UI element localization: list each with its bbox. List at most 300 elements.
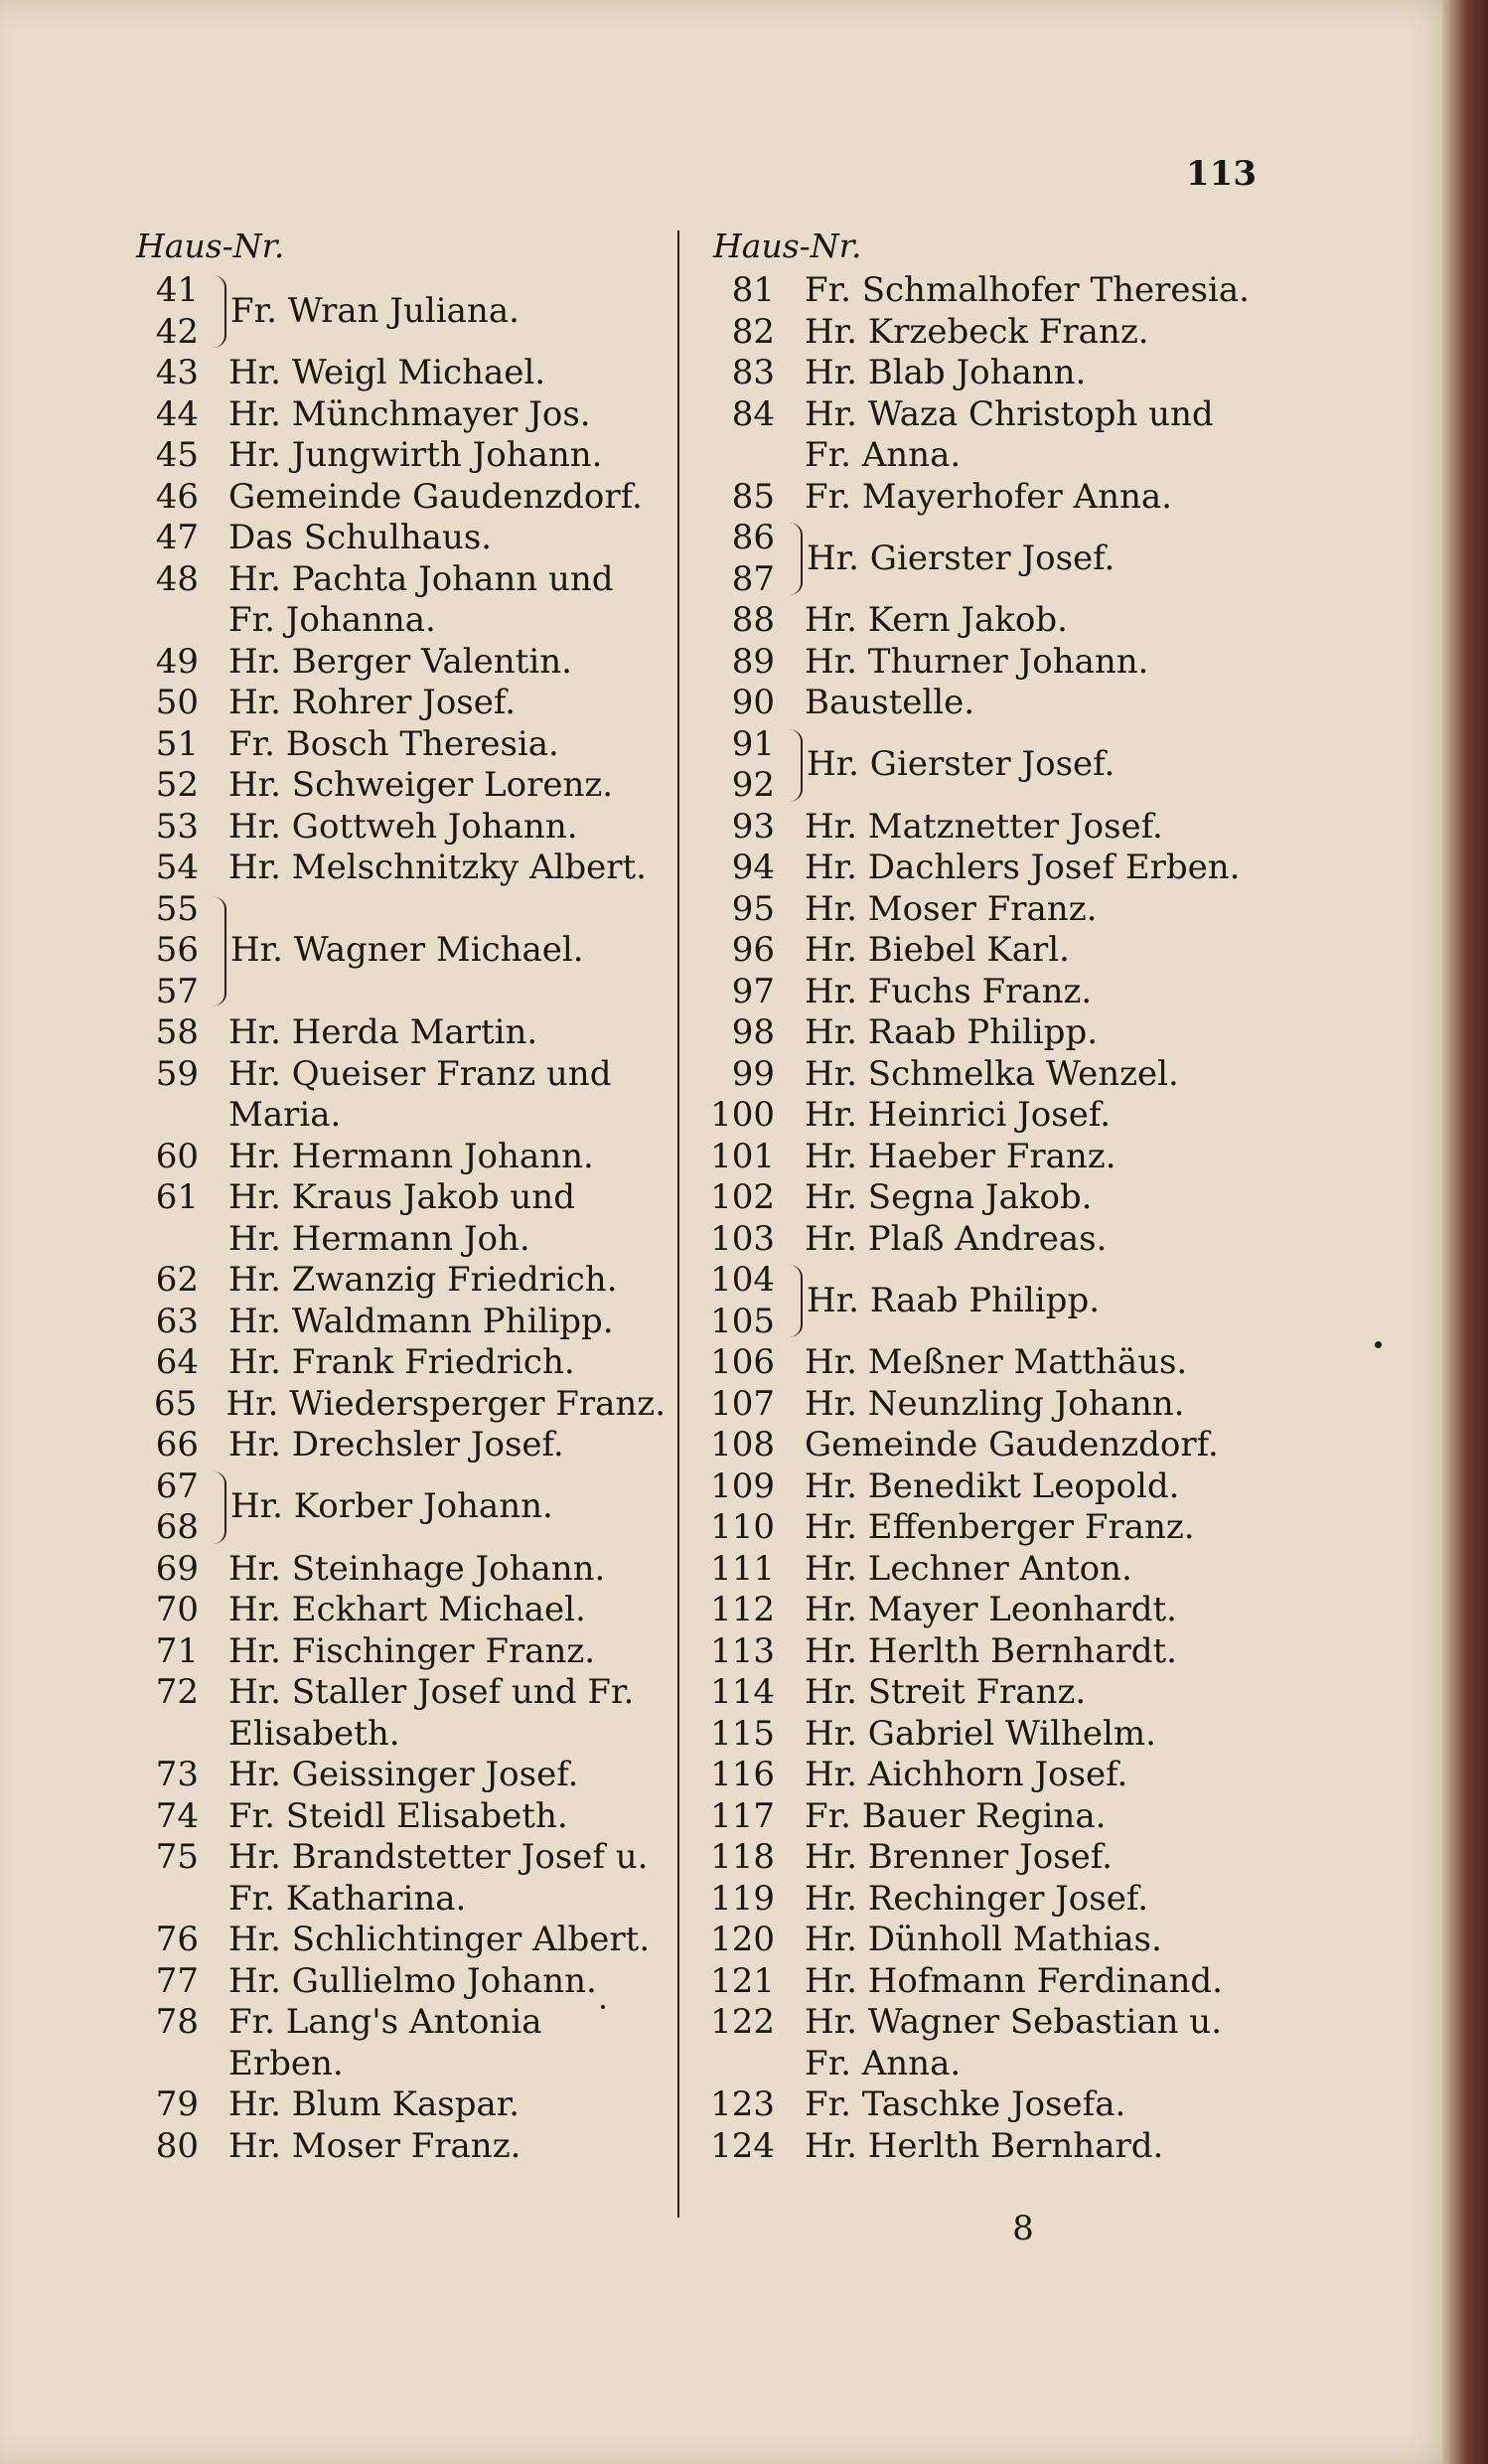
house-number [139,270,199,353]
owner-name [228,1672,666,1755]
house-number [695,394,775,436]
paper-speck [601,2005,605,2009]
owner-name-line: Hr. Thurner Johann. [805,641,1149,682]
house-number-value: 89 [731,641,775,682]
house-number [139,2002,199,2044]
owner-name [228,2126,666,2168]
owner-name [805,1590,1252,1631]
house-number [695,1260,775,1342]
owner-name-line: Hr. Matznetter Josef. [805,806,1163,847]
house-entry [695,642,1252,684]
house-number [695,312,775,354]
house-entry [695,889,1252,931]
owner-name [805,270,1252,312]
owner-name-line: Hr. Münchmayer Jos. [228,393,591,434]
owner-name [807,744,1252,786]
owner-name [805,2126,1252,2168]
house-entry [695,2002,1252,2084]
owner-name-line: Fr. Taschke Josefa. [805,2084,1126,2124]
owner-name-line: Hr. Waldmann Philipp. [228,1301,614,1341]
house-number-value: 102 [710,1177,775,1217]
owner-name [805,1879,1252,1921]
house-entry [695,1507,1252,1549]
house-number-value: 58 [155,1012,199,1052]
owner-name-line: Hr. Staller Josef und Fr. [228,1672,635,1712]
house-number [695,889,775,931]
owner-name [805,600,1252,642]
house-number [695,972,775,1013]
house-number [695,1549,775,1591]
house-number-value: 77 [155,1960,199,2001]
house-entry [695,1672,1252,1714]
house-number-value: 51 [155,723,199,764]
owner-name [805,683,1252,724]
house-number [139,1672,199,1714]
owner-name [228,2084,666,2126]
owner-name [805,1920,1252,1961]
house-number [139,847,199,889]
owner-name-line: Hr. Moser Franz. [805,888,1098,929]
owner-name-line: Hr. Dünholl Mathias. [805,1920,1162,1959]
house-number-value: 62 [155,1260,199,1300]
house-number-value: 47 [155,518,199,557]
house-number-value: 104 [710,1260,775,1300]
house-number [695,1137,775,1178]
owner-name-line: Hr. Gottweh Johann. [228,806,578,847]
house-number-value: 75 [155,1837,199,1877]
house-entry [139,1425,666,1466]
house-entry [139,1920,666,1961]
owner-name [228,435,666,477]
house-entry [695,600,1252,642]
house-entry [695,1879,1252,1921]
owner-name [805,312,1252,354]
house-number-value: 82 [731,311,775,352]
owner-name-line: Hr. Streit Franz. [805,1672,1087,1712]
house-number [139,1796,199,1838]
owner-name [805,1177,1252,1219]
house-number [695,1507,775,1549]
owner-name [228,1137,666,1178]
house-entry [139,1260,666,1302]
house-number-value: 88 [731,600,775,640]
brace-mark [781,1265,803,1337]
house-number [695,1054,775,1096]
house-number [139,518,199,559]
house-number-value: 94 [731,847,775,887]
house-number [695,1012,775,1054]
house-entry [695,353,1252,394]
owner-name [228,2002,666,2084]
left-column [139,270,666,2167]
house-number-value: 123 [710,2084,775,2124]
house-number [695,1837,775,1879]
owner-name [228,1961,666,2003]
house-number [139,435,199,477]
owner-name-line: Erben. [228,2043,344,2083]
house-number-value: 85 [731,476,775,517]
owner-name [228,642,666,684]
owner-name-line: Hr. Aichhorn Josef. [805,1755,1128,1794]
house-number-value: 97 [731,971,775,1011]
house-number-value: 114 [710,1672,775,1712]
owner-name-line: Hr. Herda Martin. [228,1012,538,1052]
house-number [695,1095,775,1137]
house-number [695,1796,775,1838]
owner-name-line: Fr. Johanna. [228,600,436,640]
owner-name-line: Hr. Schlichtinger Albert. [228,1920,651,1959]
house-entry [139,1137,666,1178]
house-number-value: 101 [710,1136,775,1176]
house-entry [695,1177,1252,1219]
house-number-value: 60 [155,1136,199,1176]
owner-name [228,1260,666,1302]
owner-name [228,477,666,519]
house-number [695,2126,775,2168]
owner-name [805,353,1252,394]
owner-name [805,972,1252,1013]
house-number [139,889,199,1013]
house-entry [139,353,666,394]
owner-name [228,1342,666,1384]
house-number [695,353,775,394]
house-number-value: 108 [710,1425,775,1464]
house-number [139,1012,199,1054]
owner-name [805,394,1252,477]
house-number [139,1755,199,1796]
owner-name [228,1425,666,1466]
owner-name [805,1425,1252,1466]
house-number-value: 63 [155,1301,199,1341]
house-number [695,1631,775,1673]
owner-name-line: Hr. Gierster Josef. [807,744,1116,785]
house-number [695,270,775,312]
owner-name [805,1961,1252,2003]
house-number-value: 66 [155,1425,199,1464]
owner-name [228,1549,666,1591]
house-number [695,1384,775,1426]
owner-name-line: Hr. Segna Jakob. [805,1177,1093,1217]
house-number-value: 116 [710,1755,775,1794]
house-entry [695,477,1252,519]
right-column-header: Haus-Nr. [713,227,862,265]
owner-name [805,1672,1252,1714]
house-number-value: 90 [731,683,775,722]
house-entry [139,807,666,848]
house-entry [139,1466,666,1549]
owner-name-line: Hr. Schweiger Lorenz. [228,765,614,805]
owner-name-line: Elisabeth. [228,1713,400,1754]
house-number [139,477,199,519]
house-entry [139,1054,666,1137]
owner-name-line: Hr. Geissinger Josef. [228,1755,579,1794]
house-number-value: 55 [155,888,199,929]
house-number-value: 52 [155,765,199,805]
owner-name-line: Hr. Heinrici Josef. [805,1095,1112,1135]
house-number [139,1302,199,1343]
house-number-value: 93 [731,806,775,847]
owner-name-line: Hr. Brandstetter Josef u. [228,1837,649,1877]
house-entry [695,1425,1252,1466]
owner-name [228,683,666,724]
house-number [139,807,199,848]
house-entry [695,1961,1252,2003]
owner-name-line: Hr. Korber Johann. [230,1486,553,1527]
house-number-value: 57 [155,971,199,1011]
house-entry [695,1054,1252,1096]
house-number-value: 54 [155,847,199,887]
house-number-value: 124 [710,2125,775,2166]
owner-name-line: Hr. Dachlers Josef Erben. [805,847,1241,887]
house-number [695,930,775,972]
owner-name-line: Hr. Mayer Leonhardt. [805,1590,1177,1629]
house-number [695,1672,775,1714]
house-entry [695,930,1252,972]
house-number [139,1342,199,1384]
house-number-value: 45 [155,435,199,475]
house-number [139,1054,199,1096]
owner-name-line: Hr. Raab Philipp. [807,1280,1101,1320]
house-number [139,1837,199,1879]
house-number [139,724,199,766]
owner-name-line: Hr. Gullielmo Johann. [228,1960,597,2001]
house-number-value: 120 [710,1920,775,1959]
owner-name-line: Fr. Schmalhofer Theresia. [805,270,1250,310]
house-number [695,1219,775,1261]
house-number [695,1920,775,1961]
owner-name [228,559,666,642]
house-entry [139,394,666,436]
house-number [695,518,775,600]
owner-name [807,539,1252,580]
owner-name-line: Hr. Zwanzig Friedrich. [228,1260,618,1300]
house-entry [139,1672,666,1755]
owner-name [225,1384,666,1426]
house-number-value: 76 [155,1920,199,1959]
owner-name-line: Hr. Melschnitzky Albert. [228,847,647,887]
house-entry [139,559,666,642]
owner-name-line: Hr. Biebel Karl. [805,930,1070,970]
owner-name-line: Gemeinde Gaudenzdorf. [805,1425,1219,1464]
house-number-value: 67 [155,1465,199,1506]
house-entry [139,1342,666,1384]
house-entry [139,1590,666,1631]
house-number [139,1466,199,1549]
book-edge [1442,0,1488,2464]
house-number-value: 106 [710,1342,775,1382]
owner-name-line: Hr. Blum Kaspar. [228,2084,521,2124]
owner-name [805,1384,1252,1426]
owner-name [805,847,1252,889]
house-entry [695,1837,1252,1879]
owner-name-line: Hr. Hofmann Ferdinand. [805,1960,1223,2001]
owner-name-line: Hr. Wagner Sebastian u. [805,2002,1223,2042]
owner-name-line: Hr. Fischinger Franz. [228,1630,596,1671]
owner-name [805,1755,1252,1796]
house-number-value: 65 [154,1383,198,1424]
house-number [139,1137,199,1178]
house-number-value: 95 [731,888,775,929]
brace-mark [205,275,226,348]
house-number-value: 61 [155,1177,199,1217]
owner-name-line: Maria. [228,1095,342,1135]
house-number-value: 78 [155,2002,199,2042]
house-entry [139,1384,666,1426]
owner-name [228,1590,666,1631]
house-number [695,2084,775,2126]
brace-mark [205,1470,226,1543]
house-entry [139,270,666,353]
owner-name-line: Fr. Bosch Theresia. [228,723,559,764]
owner-name-line: Baustelle. [805,683,975,722]
house-entry [139,1961,666,2003]
house-number [139,1920,199,1961]
owner-name-line: Fr. Steidl Elisabeth. [228,1795,568,1836]
house-entry [139,889,666,1013]
house-number-value: 91 [731,723,775,764]
owner-name [805,1631,1252,1673]
house-number-value: 70 [155,1590,199,1629]
house-entry [139,847,666,889]
owner-name [228,1755,666,1796]
owner-name-line: Hr. Berger Valentin. [228,641,572,682]
house-number-value: 121 [710,1960,775,2001]
owner-name-line: Hr. Kraus Jakob und [228,1177,575,1217]
house-entry [139,724,666,766]
owner-name-line: Fr. Lang's Antonia [228,2002,542,2042]
owner-name-line: Hr. Wiedersperger Franz. [225,1383,666,1424]
house-number-value: 98 [731,1012,775,1052]
house-number [695,847,775,889]
brace-mark [205,896,226,1005]
house-number-value: 43 [155,353,199,392]
house-number [695,477,775,519]
house-entry [695,1920,1252,1961]
house-entry [695,394,1252,477]
house-number [139,1260,199,1302]
house-number [695,1425,775,1466]
house-entry [139,642,666,684]
owner-name-line: Hr. Waza Christoph und [805,393,1214,434]
owner-name [805,1837,1252,1879]
house-number [695,642,775,684]
owner-name [805,1012,1252,1054]
house-number [695,1590,775,1631]
house-entry [695,2126,1252,2168]
owner-name-line: Hr. Rechinger Josef. [805,1878,1149,1919]
owner-name [228,1302,666,1343]
house-number-value: 69 [155,1548,199,1589]
house-number-value: 122 [710,2002,775,2042]
house-entry [695,1755,1252,1796]
owner-name-line: Hr. Gierster Josef. [807,538,1116,578]
owner-name-line: Hr. Wagner Michael. [230,930,584,970]
house-entry [695,1631,1252,1673]
owner-name [805,1466,1252,1508]
house-entry [139,518,666,559]
owner-name [228,1631,666,1673]
owner-name-line: Fr. Katharina. [228,1878,467,1919]
house-number [139,1590,199,1631]
house-entry [695,683,1252,724]
house-number-value: 87 [731,558,775,599]
owner-name-line: Hr. Drechsler Josef. [228,1425,564,1464]
house-number-value: 53 [155,806,199,847]
owner-name [228,1177,666,1260]
house-number [139,1631,199,1673]
house-entry [139,1755,666,1796]
house-number-value: 115 [710,1713,775,1754]
house-number [695,1879,775,1921]
owner-name-line: Hr. Moser Franz. [228,2125,521,2166]
house-number [695,683,775,724]
house-entry [695,1466,1252,1508]
owner-name-line: Hr. Fuchs Franz. [805,971,1093,1011]
house-number [695,1177,775,1219]
house-entry [139,1837,666,1920]
house-number-value: 72 [155,1672,199,1712]
owner-name-line: Fr. Bauer Regina. [805,1795,1107,1836]
house-number-value: 103 [710,1218,775,1259]
house-entry [139,2002,666,2084]
house-number [695,1466,775,1508]
house-number [139,683,199,724]
owner-name [228,394,666,436]
owner-name [805,930,1252,972]
house-number [695,1342,775,1384]
owner-name-line: Hr. Gabriel Wilhelm. [805,1713,1156,1754]
owner-name [805,1796,1252,1838]
house-number [695,807,775,848]
house-number-value: 71 [155,1630,199,1671]
owner-name [805,889,1252,931]
house-entry [139,1796,666,1838]
owner-name [807,1281,1252,1322]
owner-name-line: Hr. Raab Philipp. [805,1012,1099,1052]
house-entry [695,2084,1252,2126]
owner-name [228,518,666,559]
owner-name [228,1920,666,1961]
house-entry [695,847,1252,889]
house-entry [139,683,666,724]
owner-name [805,1714,1252,1756]
page-number: 113 [1186,154,1257,194]
house-number [139,642,199,684]
house-number-value: 109 [710,1465,775,1506]
house-entry [139,765,666,807]
house-number-value: 83 [731,353,775,392]
owner-name-line: Hr. Haeber Franz. [805,1136,1116,1176]
owner-name-line: Hr. Pachta Johann und [228,558,614,599]
owner-name-line: Hr. Queiser Franz und [228,1053,612,1094]
left-column-header: Haus-Nr. [136,227,285,265]
owner-name-line: Hr. Benedikt Leopold. [805,1465,1180,1506]
signature-mark: 8 [1012,2209,1034,2248]
house-entry [695,1012,1252,1054]
house-number-value: 118 [710,1837,775,1877]
house-number [139,1961,199,2003]
owner-name [805,1342,1252,1384]
owner-name [805,642,1252,684]
house-entry [695,807,1252,848]
right-column [695,270,1252,2167]
house-entry [139,2126,666,2168]
owner-name [805,1507,1252,1549]
house-number [139,394,199,436]
house-entry [695,1384,1252,1426]
house-number-value: 92 [731,765,775,805]
owner-name [805,2084,1252,2126]
